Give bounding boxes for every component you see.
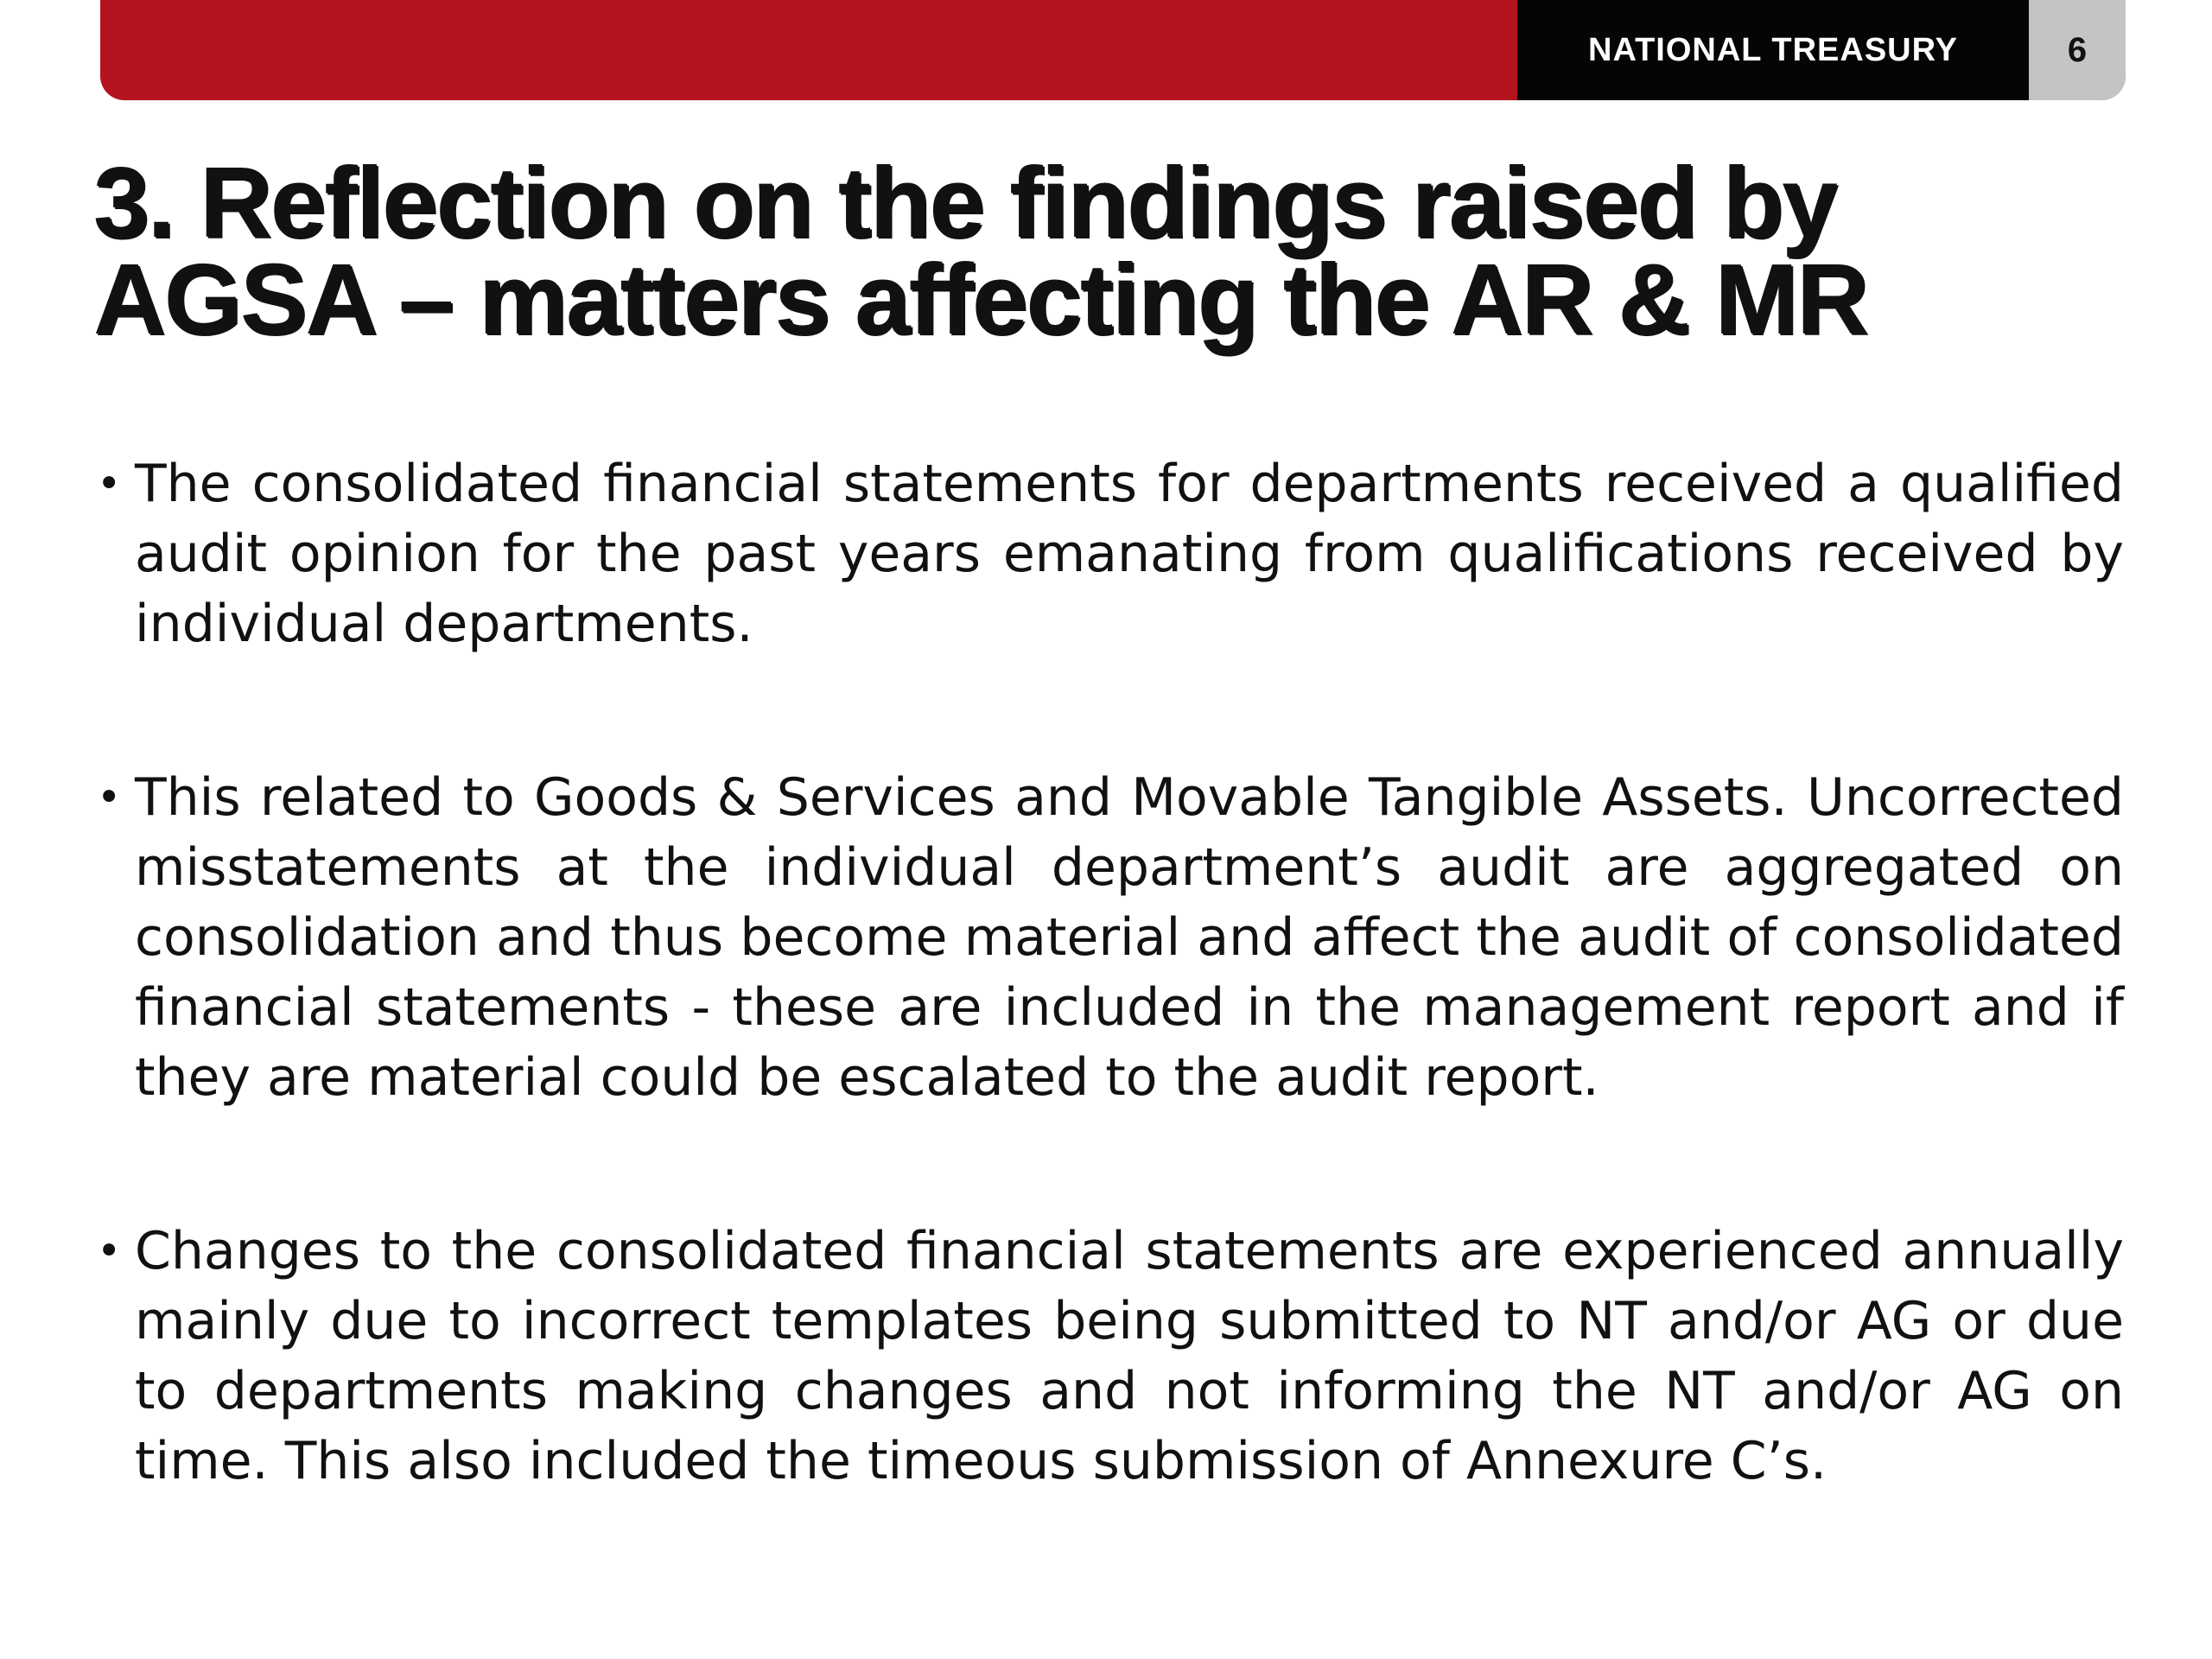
bullet-text: The consolidated financial statements for departments received a qualified audit opinion for the past years emanating from qualifications received by individual departments. xyxy=(135,454,2124,654)
slide-title-line-1: 3. Reflection on the findings raised by xyxy=(93,146,1836,258)
organization-name: NATIONAL TREASURY xyxy=(1588,31,1958,68)
organization-block xyxy=(1517,0,2029,100)
bullet-item-misstatements xyxy=(90,763,2124,1113)
bullet-marker: • xyxy=(97,1227,122,1275)
bullet-text: This related to Goods & Services and Movable Tangible Assets. Uncorrected misstatements at the individual department’s audit are aggregated on consolidation and thus become material and affect the audit of consolidated financial statements - these are included in the management report and if they are material could be escalated to the audit report. xyxy=(135,767,2124,1108)
bullet-list xyxy=(90,449,2124,1497)
page-number: 6 xyxy=(2067,30,2088,69)
slide-title-line-2: AGSA – matters affecting the AR & MR xyxy=(93,243,1867,355)
bullet-marker: • xyxy=(97,460,122,508)
bullet-item-qualified-opinion xyxy=(90,449,2124,659)
bullet-marker: • xyxy=(97,773,122,822)
header-banner xyxy=(100,0,2126,100)
slide-title xyxy=(93,146,2115,355)
page-number-block xyxy=(2029,0,2126,100)
bullet-text: Changes to the consolidated financial statements are experienced annually mainly due to incorrect templates being submitted to NT and/or AG or due to departments making changes and not informing the NT and/or AG on time. This also included the timeous submission of Annexure C’s. xyxy=(135,1221,2124,1491)
bullet-item-template-changes xyxy=(90,1217,2124,1497)
